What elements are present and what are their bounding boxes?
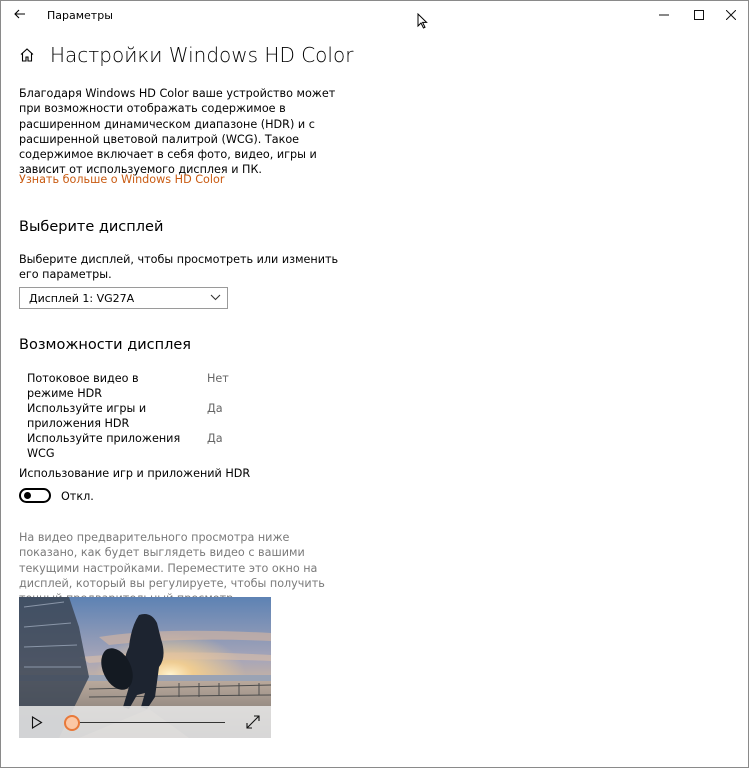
choose-display-heading: Выберите дисплей <box>19 219 164 235</box>
hdr-toggle-state: Откл. <box>61 490 94 503</box>
page-title: Настройки Windows HD Color <box>50 43 354 67</box>
video-preview[interactable] <box>19 597 271 738</box>
capability-name: Используйте приложения WCG <box>27 432 181 461</box>
hdr-toggle-switch[interactable] <box>19 488 51 503</box>
back-arrow-icon <box>14 9 26 19</box>
choose-display-label: Выберите дисплей, чтобы просмотреть или изменить его параметры. <box>19 253 339 282</box>
close-icon <box>726 10 736 20</box>
capability-value: Да <box>207 402 223 415</box>
display-dropdown-value: Дисплей 1: VG27A <box>29 292 135 305</box>
preview-note: На видео предварительного просмотра ниже показано, как будет выглядеть видео с вашими текущими настройками. Переместите это окно на дисплей, который вы регулируете, чтобы получить <box>19 531 325 590</box>
maximize-icon <box>694 10 704 20</box>
display-dropdown[interactable] <box>19 287 228 309</box>
capability-name: Используйте игры и приложения HDR <box>27 402 147 431</box>
home-icon[interactable] <box>19 47 35 67</box>
capability-value: Нет <box>207 372 229 385</box>
intro-description: Благодаря Windows HD Color ваше устройство может при возможности отображать содержимое в расширенном динамическом диапазоне (HDR) и с расширенной цветовой палитрой (WCG). Такое содержимое включает в себя фото, видео, игры и зависит от используемого дисплея и ПК. <box>19 87 336 177</box>
minimize-icon <box>659 10 669 20</box>
toggle-knob <box>24 492 31 499</box>
window-title: Параметры <box>47 9 113 22</box>
learn-more-link[interactable]: Узнать больше о Windows HD Color <box>19 173 225 186</box>
chevron-down-icon <box>210 294 221 301</box>
video-controls <box>19 706 271 738</box>
capability-value: Да <box>207 432 223 445</box>
capability-name: Потоковое видео в режиме HDR <box>27 372 139 401</box>
fullscreen-icon[interactable] <box>245 714 261 730</box>
hdr-toggle-label: Использование игр и приложений HDR <box>19 467 251 480</box>
seek-bar[interactable] <box>71 722 225 723</box>
back-button[interactable] <box>9 5 31 25</box>
close-button[interactable] <box>708 1 749 29</box>
seek-thumb[interactable] <box>64 715 80 731</box>
play-icon[interactable] <box>31 716 43 729</box>
display-capabilities-heading: Возможности дисплея <box>19 337 192 353</box>
mouse-cursor-icon <box>417 13 428 33</box>
title-bar <box>1 1 748 31</box>
